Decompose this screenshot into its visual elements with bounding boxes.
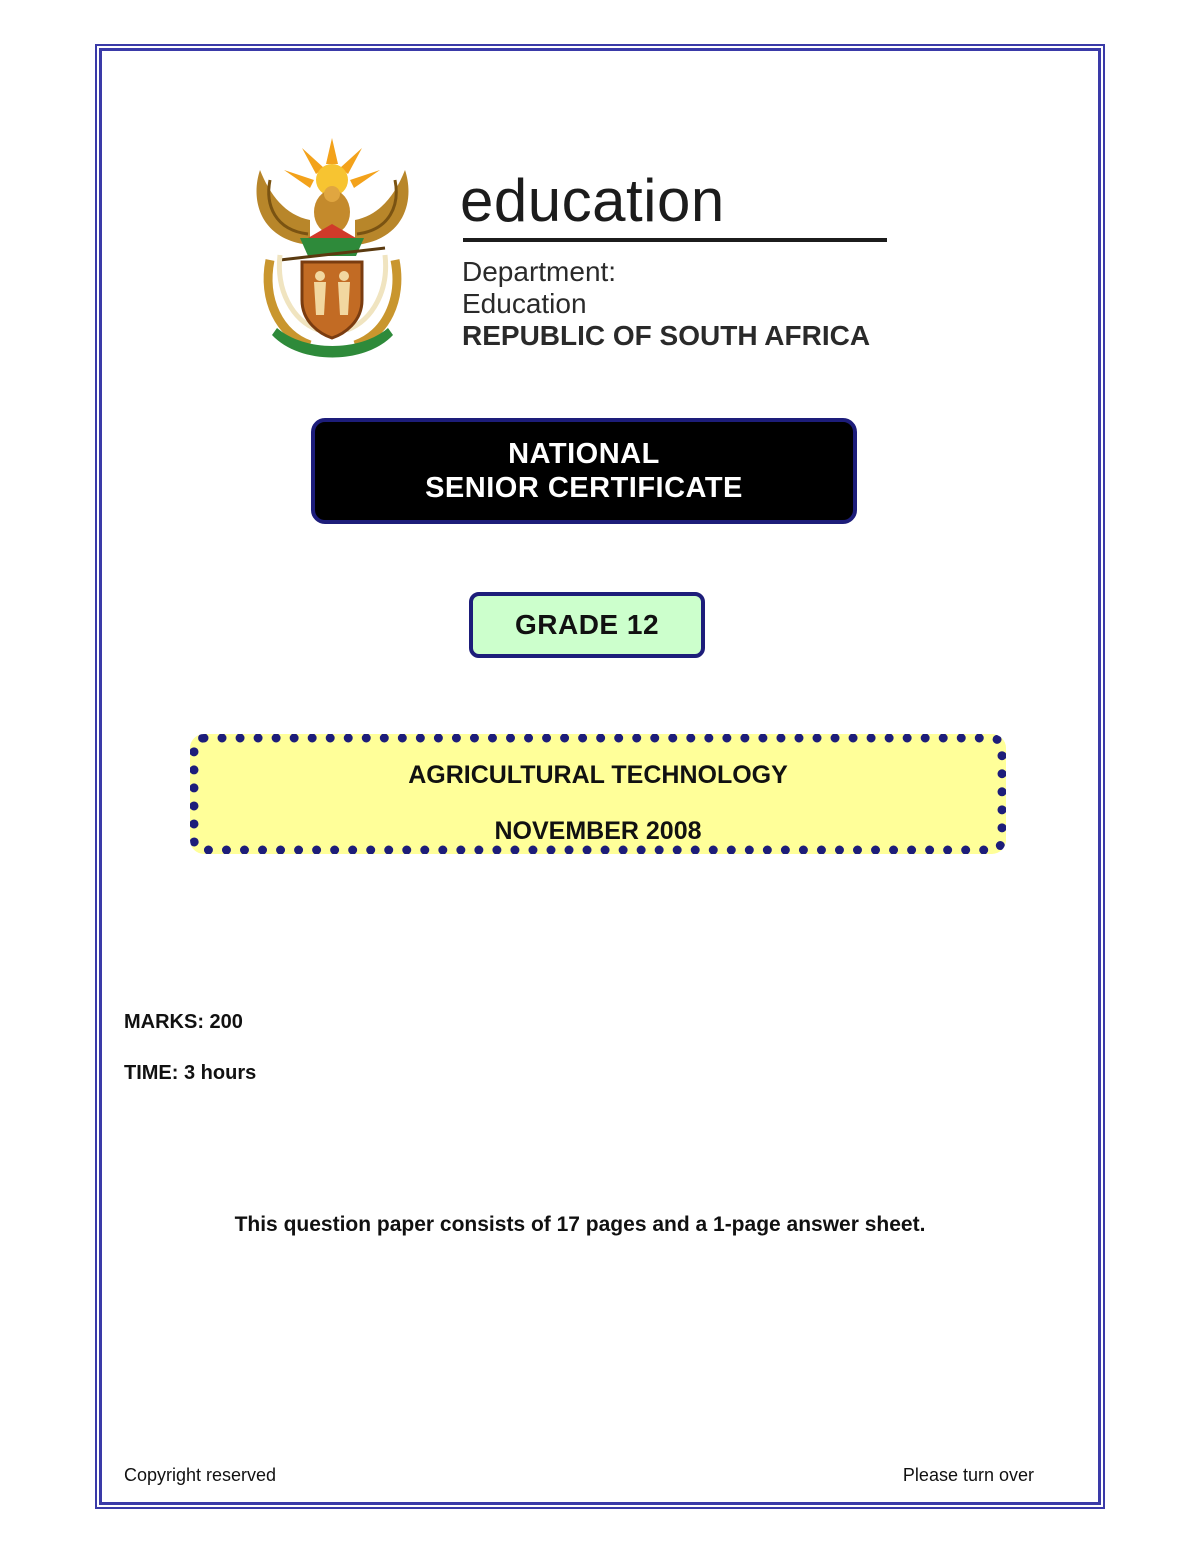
department-label: Department: xyxy=(462,256,617,287)
coat-of-arms-icon xyxy=(240,130,425,370)
country-name: REPUBLIC OF SOUTH AFRICA xyxy=(462,320,871,351)
department-name: Education xyxy=(462,288,587,319)
certificate-line-1: NATIONAL xyxy=(508,438,660,470)
copyright-notice: Copyright reserved xyxy=(124,1465,277,1485)
pages-note: This question paper consists of 17 pages and a 1-page answer sheet. xyxy=(234,1213,926,1236)
time-info: TIME: 3 hours xyxy=(124,1062,257,1084)
marks-info: MARKS: 200 xyxy=(124,1011,243,1033)
grade-badge xyxy=(469,592,705,658)
subject-name: AGRICULTURAL TECHNOLOGY xyxy=(408,761,788,789)
exam-session: NOVEMBER 2008 xyxy=(494,817,702,845)
wordmark-underline xyxy=(463,238,887,242)
certificate-line-2: SENIOR CERTIFICATE xyxy=(425,472,743,504)
turn-over-notice: Please turn over xyxy=(902,1465,1034,1485)
education-wordmark: education xyxy=(460,167,725,234)
certificate-banner xyxy=(311,418,857,524)
grade-label: GRADE 12 xyxy=(514,609,660,640)
subject-panel xyxy=(190,734,1006,854)
